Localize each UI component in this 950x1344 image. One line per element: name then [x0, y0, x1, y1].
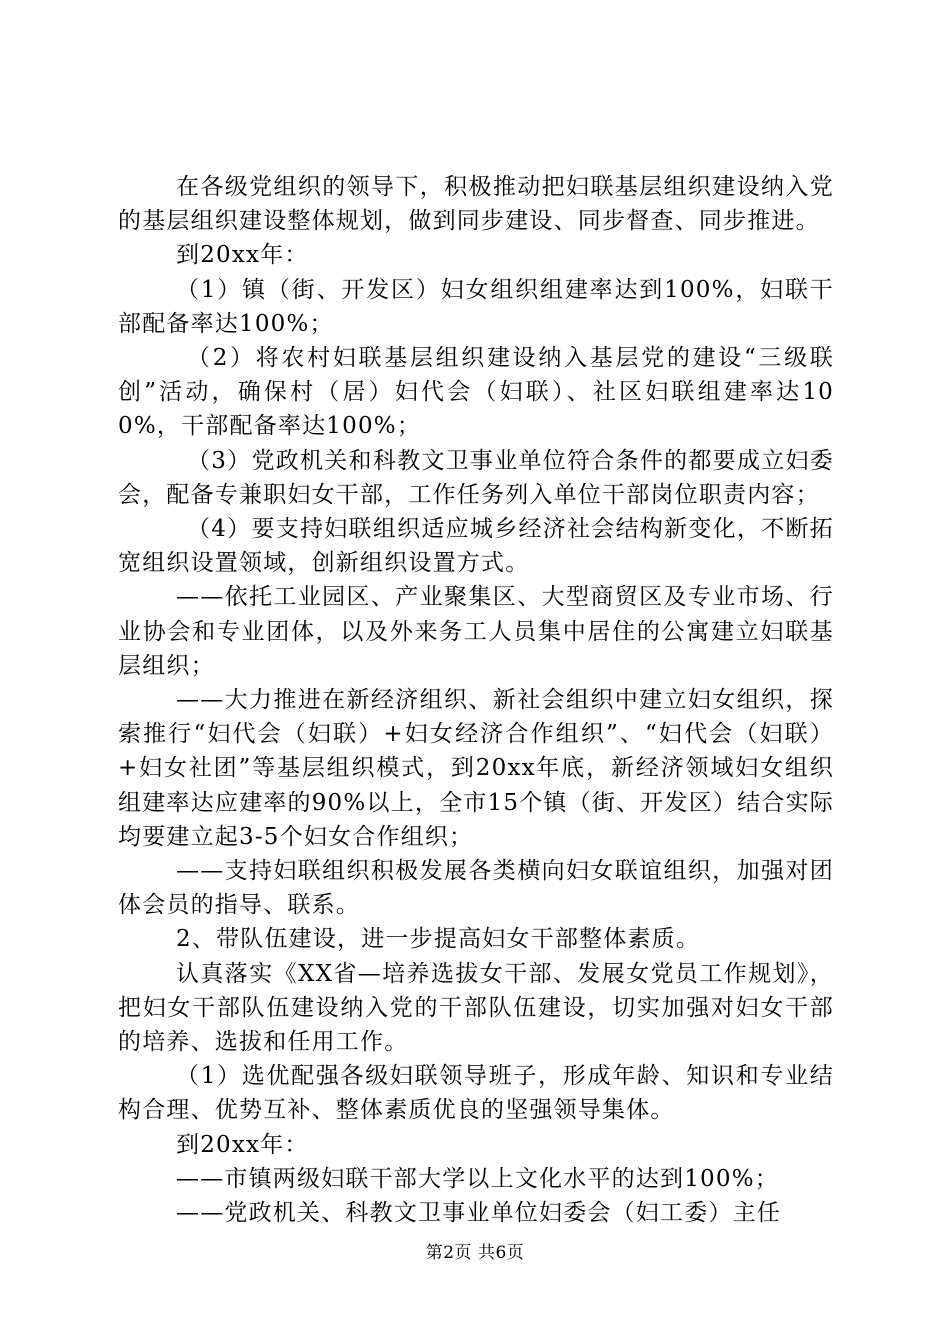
- paragraph-dash-2: ——大力推进在新经济组织、新社会组织中建立妇女组织，探索推行“妇代会（妇联）+妇女经济合作组织”、“妇代会（妇联）+妇女社团”等基层组织模式，到20xx年底，新经济领域妇女组织组建率达应建率的90%以上，全市15个镇（街、开发区）结合实际均要建立起3-5个妇女合作组织；: [118, 687, 834, 850]
- paragraph-item-1: （1）镇（街、开发区）妇女组织组建率达到100%，妇联干部配备率达100%；: [118, 276, 834, 337]
- page-number-footer: 第2页 共6页: [425, 1243, 525, 1263]
- paragraph-section-2: 2、带队伍建设，进一步提高妇女干部整体素质。: [176, 926, 701, 953]
- paragraph-implement: 认真落实《XX省—培养选拔女干部、发展女党员工作规划》，把妇女干部队伍建设纳入党的干部队伍建设，切实加强对妇女干部的培养、选拔和任用工作。: [118, 960, 834, 1056]
- paragraph-dash-3: ——支持妇联组织积极发展各类横向妇女联谊组织，加强对团体会员的指导、联系。: [118, 858, 834, 919]
- paragraph-item-4: （4）要支持妇联组织适应城乡经济社会结构新变化，不断拓宽组织设置领域，创新组织设置方式。: [118, 516, 834, 577]
- paragraph-section-2-item-1: （1）选优配强各级妇联领导班子，形成年龄、知识和专业结构合理、优势互补、整体素质优良的坚强领导集体。: [118, 1063, 834, 1124]
- paragraph-dash-5: ——党政机关、科教文卫事业单位妇委会（妇工委）主任: [176, 1200, 781, 1227]
- paragraph-item-3: （3）党政机关和科教文卫事业单位符合条件的都要成立妇委会，配备专兼职妇女干部，工作任务列入单位干部岗位职责内容；: [118, 447, 834, 508]
- paragraph-dash-4: ——市镇两级妇联干部大学以上文化水平的达到100%；: [176, 1165, 779, 1192]
- paragraph-dash-1: ——依托工业园区、产业聚集区、大型商贸区及专业市场、行业协会和专业团体，以及外来务工人员集中居住的公寓建立妇联基层组织；: [118, 584, 834, 679]
- paragraph-intro: 在各级党组织的领导下，积极推动把妇联基层组织建设纳入党的基层组织建设整体规划，做到同步建设、同步督查、同步推进。: [118, 174, 834, 235]
- document-body: [118, 170, 834, 1230]
- paragraph-item-2: （2）将农村妇联基层组织建设纳入基层党的建设“三级联创”活动，确保村（居）妇代会（妇联）、社区妇联组建率达100%，干部配备率达100%；: [118, 345, 834, 440]
- paragraph-target-year: 到20xx年：: [176, 242, 309, 269]
- paragraph-target-year-2: 到20xx年：: [176, 1131, 309, 1158]
